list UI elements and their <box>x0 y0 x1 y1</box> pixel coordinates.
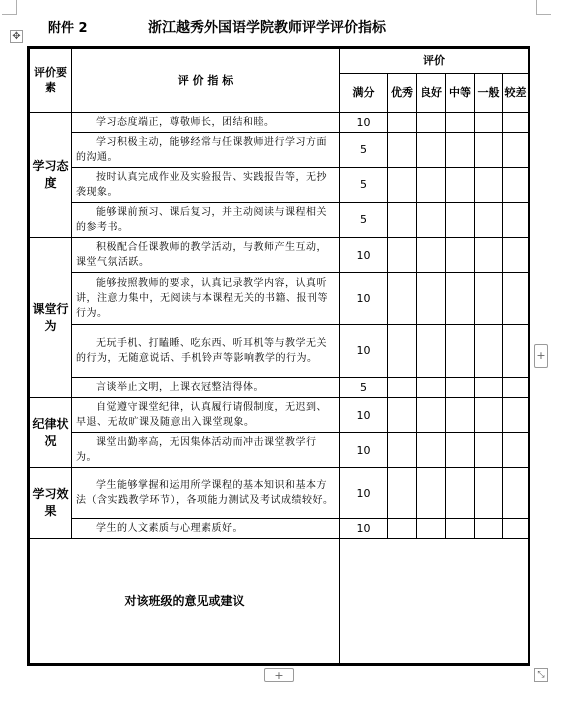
score-cell[interactable] <box>475 324 503 377</box>
score-cell[interactable] <box>388 237 417 273</box>
score-cell[interactable] <box>503 167 529 202</box>
score-cell[interactable] <box>446 519 475 538</box>
evaluation-table <box>29 48 529 664</box>
indicator-text[interactable]: 学习积极主动，能够经常与任课教师进行学习方面的沟通。 <box>72 133 340 168</box>
score-cell[interactable] <box>446 237 475 273</box>
score-cell[interactable] <box>475 377 503 398</box>
indicator-text[interactable]: 无玩手机、打瞌睡、吃东西、听耳机等与教学无关的行为，无随意说话、手机铃声等影响教学的行为。 <box>72 324 340 377</box>
score-cell[interactable] <box>446 398 475 433</box>
full-score[interactable]: 10 <box>340 237 388 273</box>
score-cell[interactable] <box>417 202 446 237</box>
indicator-text[interactable]: 按时认真完成作业及实验报告、实践报告等，无抄袭现象。 <box>72 167 340 202</box>
category-learning-outcome: 学习效果 <box>30 468 72 539</box>
score-cell[interactable] <box>503 398 529 433</box>
score-cell[interactable] <box>417 167 446 202</box>
score-cell[interactable] <box>388 433 417 468</box>
attachment-label: 附件 2 <box>48 21 88 36</box>
indicator-text[interactable]: 能够按照教师的要求，认真记录教学内容，认真听讲，注意力集中，无阅读与本课程无关的书籍、报刊等行为。 <box>72 273 340 324</box>
category-study-attitude: 学习态度 <box>30 112 72 237</box>
score-cell[interactable] <box>388 273 417 324</box>
score-cell[interactable] <box>417 519 446 538</box>
score-cell[interactable] <box>417 112 446 133</box>
score-cell[interactable] <box>475 133 503 168</box>
score-cell[interactable] <box>475 519 503 538</box>
score-cell[interactable] <box>446 324 475 377</box>
full-score[interactable]: 10 <box>340 324 388 377</box>
document-title: 浙江越秀外国语学院教师评学评价指标 <box>148 20 386 36</box>
score-cell[interactable] <box>446 202 475 237</box>
score-cell[interactable] <box>503 133 529 168</box>
header-grade-poor: 较差 <box>503 73 529 112</box>
score-cell[interactable] <box>417 377 446 398</box>
header-indicator: 评 价 指 标 <box>72 49 340 113</box>
full-score[interactable]: 5 <box>340 377 388 398</box>
score-cell[interactable] <box>417 398 446 433</box>
score-cell[interactable] <box>503 377 529 398</box>
score-cell[interactable] <box>475 433 503 468</box>
full-score[interactable]: 5 <box>340 167 388 202</box>
score-cell[interactable] <box>446 468 475 519</box>
opinion-label: 对该班级的意见或建议 <box>124 593 245 608</box>
header-factor: 评价要素 <box>30 49 72 113</box>
score-cell[interactable] <box>446 273 475 324</box>
indicator-text[interactable]: 学习态度端正，尊敬师长，团结和睦。 <box>72 112 340 133</box>
header-grade-excellent: 优秀 <box>388 73 417 112</box>
score-cell[interactable] <box>446 167 475 202</box>
score-cell[interactable] <box>503 324 529 377</box>
category-class-behavior: 课堂行为 <box>30 237 72 398</box>
score-cell[interactable] <box>446 112 475 133</box>
full-score[interactable]: 10 <box>340 112 388 133</box>
score-cell[interactable] <box>388 377 417 398</box>
header-evaluation: 评价 <box>340 49 529 74</box>
header-grade-average: 一般 <box>475 73 503 112</box>
score-cell[interactable] <box>446 133 475 168</box>
page-corner-marker <box>536 0 551 15</box>
score-cell[interactable] <box>503 112 529 133</box>
indicator-text[interactable]: 学生能够掌握和运用所学课程的基本知识和基本方法（含实践教学环节），各项能力测试及考试成绩较好。 <box>72 468 340 519</box>
indicator-text[interactable]: 课堂出勤率高，无因集体活动而冲击课堂教学行为。 <box>72 433 340 468</box>
full-score[interactable]: 10 <box>340 433 388 468</box>
score-cell[interactable] <box>503 468 529 519</box>
indicator-text[interactable]: 自觉遵守课堂纪律，认真履行请假制度，无迟到、早退、无故旷课及随意出入课堂现象。 <box>72 398 340 433</box>
score-cell[interactable] <box>503 273 529 324</box>
score-cell[interactable] <box>475 202 503 237</box>
score-cell[interactable] <box>388 468 417 519</box>
score-cell[interactable] <box>503 433 529 468</box>
score-cell[interactable] <box>388 202 417 237</box>
full-score[interactable]: 10 <box>340 468 388 519</box>
opinion-label-cell <box>30 538 340 663</box>
score-cell[interactable] <box>388 167 417 202</box>
opinion-input[interactable] <box>340 538 529 663</box>
add-row-button[interactable]: + <box>264 668 294 682</box>
full-score[interactable]: 5 <box>340 133 388 168</box>
indicator-text[interactable]: 积极配合任课教师的教学活动，与教师产生互动，课堂气氛活跃。 <box>72 237 340 273</box>
score-cell[interactable] <box>475 237 503 273</box>
score-cell[interactable] <box>503 519 529 538</box>
page-corner-marker <box>2 0 17 15</box>
score-cell[interactable] <box>475 468 503 519</box>
score-cell[interactable] <box>417 237 446 273</box>
score-cell[interactable] <box>388 133 417 168</box>
score-cell[interactable] <box>417 433 446 468</box>
add-column-button[interactable]: + <box>534 344 548 368</box>
table-move-icon[interactable]: ✥ <box>10 30 23 43</box>
full-score[interactable]: 10 <box>340 519 388 538</box>
score-cell[interactable] <box>446 377 475 398</box>
header-grade-medium: 中等 <box>446 73 475 112</box>
score-cell[interactable] <box>503 237 529 273</box>
table-resize-icon[interactable]: ⤡ <box>534 668 548 682</box>
score-cell[interactable] <box>475 112 503 133</box>
score-cell[interactable] <box>475 398 503 433</box>
score-cell[interactable] <box>475 167 503 202</box>
score-cell[interactable] <box>417 273 446 324</box>
score-cell[interactable] <box>388 398 417 433</box>
indicator-text[interactable]: 言谈举止文明，上课衣冠整洁得体。 <box>72 377 340 398</box>
score-cell[interactable] <box>417 133 446 168</box>
full-score[interactable]: 10 <box>340 398 388 433</box>
indicator-text[interactable]: 学生的人文素质与心理素质好。 <box>72 519 340 538</box>
header-full-score: 满分 <box>340 73 388 112</box>
score-cell[interactable] <box>503 202 529 237</box>
score-cell[interactable] <box>417 324 446 377</box>
score-cell[interactable] <box>446 433 475 468</box>
category-discipline: 纪律状况 <box>30 398 72 468</box>
score-cell[interactable] <box>475 273 503 324</box>
full-score[interactable]: 5 <box>340 202 388 237</box>
header-grade-good: 良好 <box>417 73 446 112</box>
full-score[interactable]: 10 <box>340 273 388 324</box>
score-cell[interactable] <box>417 468 446 519</box>
score-cell[interactable] <box>388 112 417 133</box>
score-cell[interactable] <box>388 519 417 538</box>
indicator-text[interactable]: 能够课前预习、课后复习，并主动阅读与课程相关的参考书。 <box>72 202 340 237</box>
score-cell[interactable] <box>388 324 417 377</box>
